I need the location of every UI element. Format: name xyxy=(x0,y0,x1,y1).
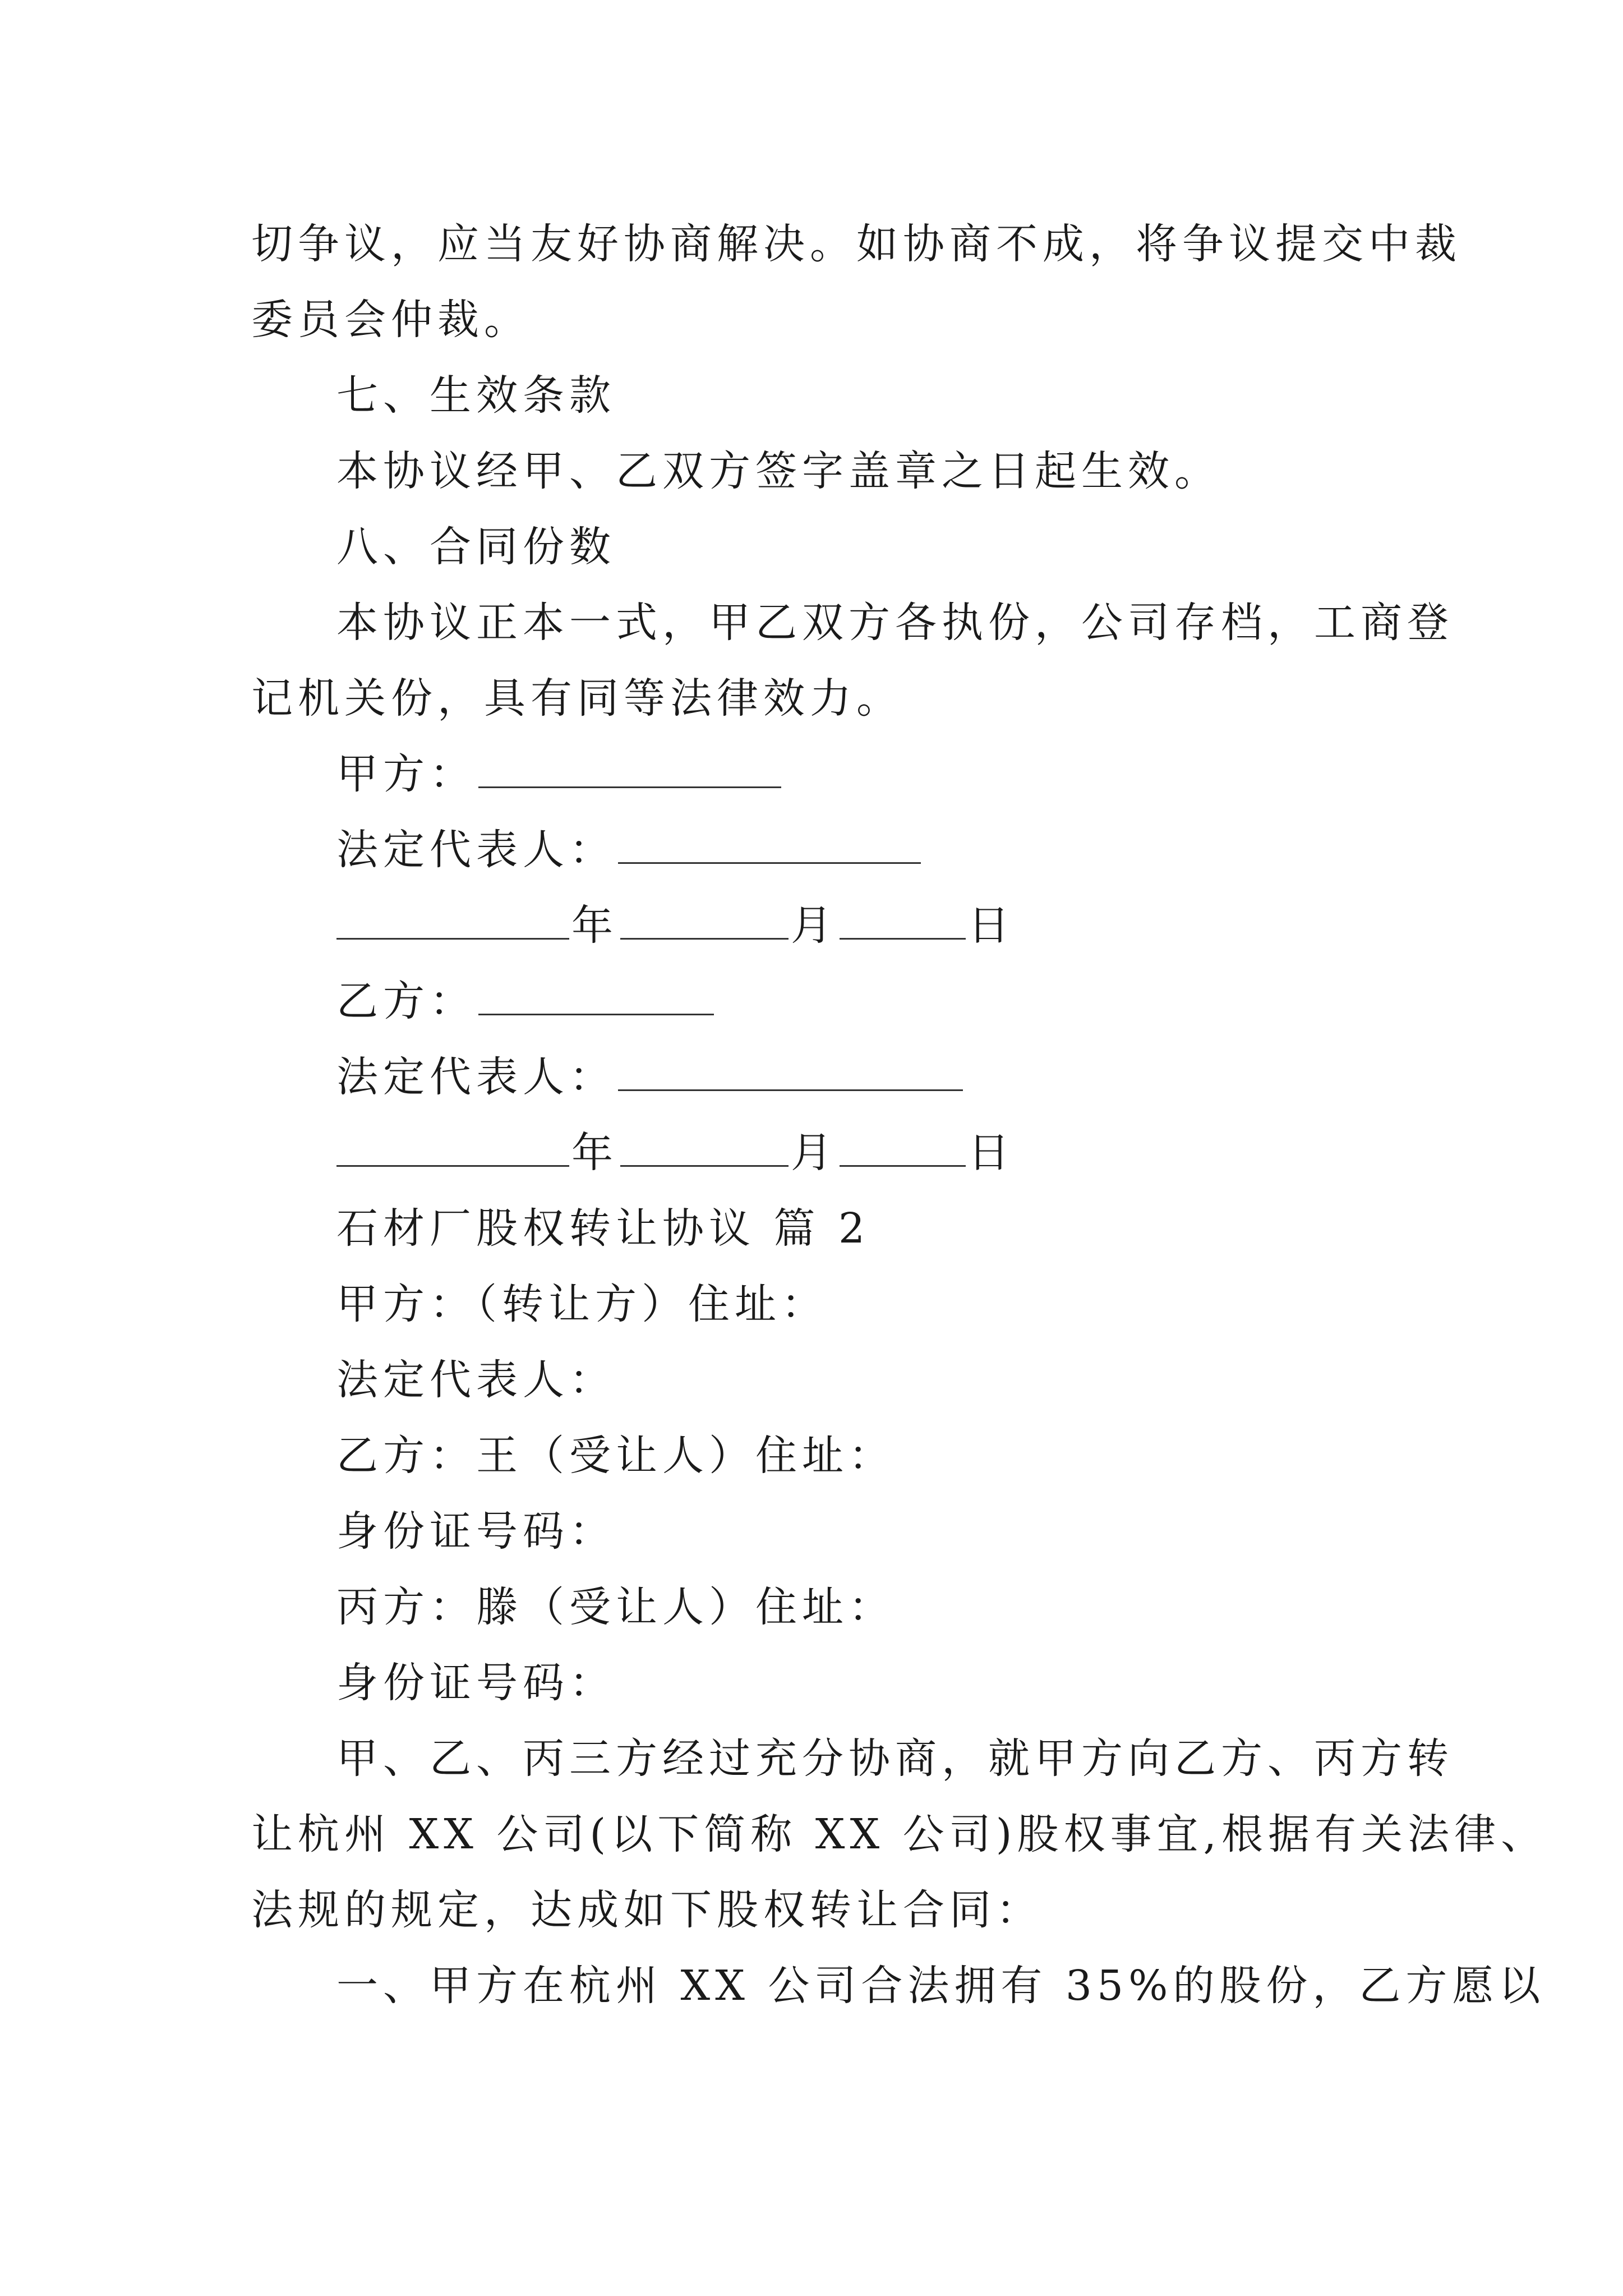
party-c-info: 丙方：滕（受让人）住址： xyxy=(336,1583,895,1631)
section-heading: 七、生效条款 xyxy=(336,371,616,420)
paragraph-line: 记机关份，具有同等法律效力。 xyxy=(251,674,903,723)
signature-party-a xyxy=(336,746,783,802)
month-label: 月 xyxy=(791,1129,837,1177)
section-heading: 八、合同份数 xyxy=(336,523,616,571)
legal-rep-b-blank xyxy=(618,1051,963,1091)
paragraph-line: 让杭州 XX 公司(以下简称 XX 公司)股权事宜,根据有关法律、 xyxy=(251,1810,1548,1858)
year-b-blank xyxy=(336,1127,569,1167)
party-a-label: 甲方： xyxy=(336,750,476,798)
legal-rep-a-label: 法定代表人： xyxy=(336,826,616,874)
legal-rep-a-blank xyxy=(618,824,921,864)
month-b-blank xyxy=(620,1127,789,1167)
day-label: 日 xyxy=(968,1129,1015,1177)
signature-legal-rep-b xyxy=(336,1049,965,1105)
signature-party-b xyxy=(336,973,716,1029)
signature-legal-rep-a xyxy=(336,822,923,878)
signature-date-b xyxy=(336,1125,1015,1181)
day-b-blank xyxy=(840,1127,966,1167)
paragraph-line: 本协议经甲、乙双方签字盖章之日起生效。 xyxy=(336,447,1221,495)
paragraph-line: 委员会仲裁。 xyxy=(251,296,531,344)
party-a-blank xyxy=(478,748,781,788)
paragraph-line: 甲、乙、丙三方经过充分协商，就甲方向乙方、丙方转 xyxy=(336,1734,1454,1783)
legal-rep-info: 法定代表人： xyxy=(336,1356,616,1404)
party-b-label: 乙方： xyxy=(336,977,476,1025)
party-a-info: 甲方：（转让方）住址： xyxy=(336,1280,828,1328)
year-a-blank xyxy=(336,900,569,940)
party-b-blank xyxy=(478,976,714,1015)
paragraph-line: 本协议正本一式，甲乙双方各执份，公司存档，工商登 xyxy=(336,599,1454,647)
year-label: 年 xyxy=(571,901,618,950)
clause-line: 一、甲方在杭州 XX 公司合法拥有 35%的股份，乙方愿以 xyxy=(336,1962,1546,2010)
day-label: 日 xyxy=(968,901,1015,950)
day-a-blank xyxy=(840,900,966,940)
paragraph-line: 法规的规定，达成如下股权转让合同： xyxy=(251,1886,1043,1934)
month-label: 月 xyxy=(791,901,837,950)
month-a-blank xyxy=(620,900,789,940)
year-label: 年 xyxy=(571,1129,618,1177)
signature-date-a xyxy=(336,898,1015,954)
id-number-c: 身份证号码： xyxy=(336,1659,616,1707)
party-b-info: 乙方：王（受让人）住址： xyxy=(336,1432,895,1480)
legal-rep-b-label: 法定代表人： xyxy=(336,1053,616,1101)
section-title: 石材厂股权转让协议 篇 2 xyxy=(336,1204,870,1253)
paragraph-line: 切争议，应当友好协商解决。如协商不成，将争议提交中裁 xyxy=(251,220,1461,268)
id-number-b: 身份证号码： xyxy=(336,1507,616,1556)
